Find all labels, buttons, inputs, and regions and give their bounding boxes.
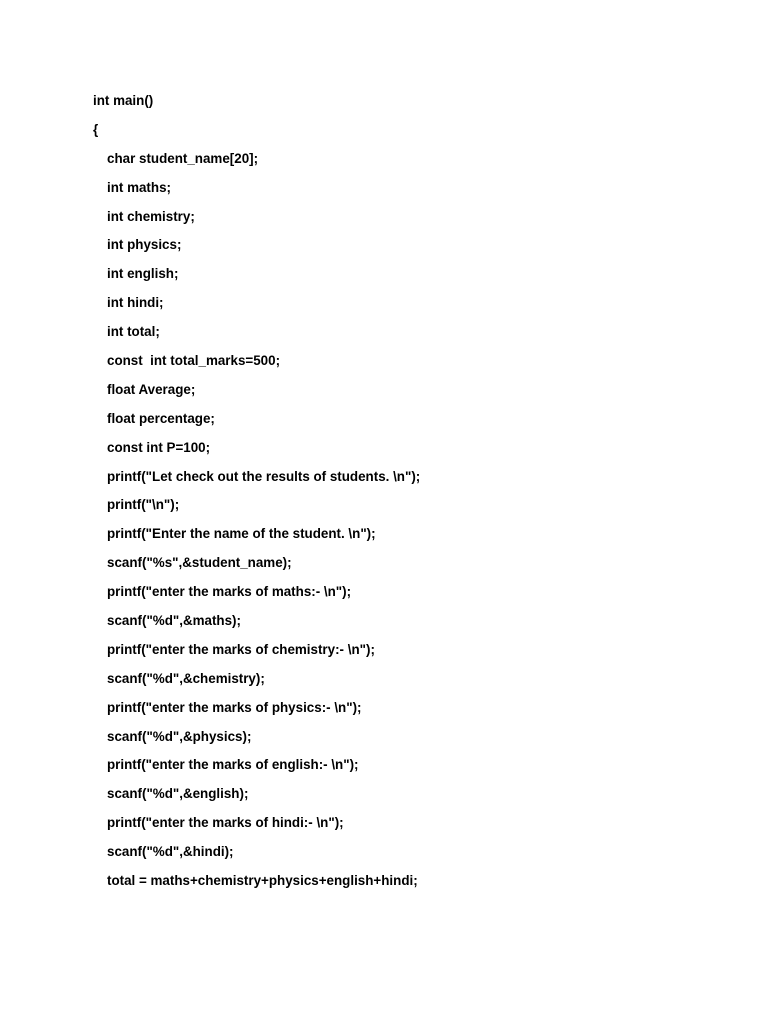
- code-line: char student_name[20];: [107, 150, 259, 166]
- code-line: printf("\n");: [107, 497, 180, 513]
- code-line: float percentage;: [107, 410, 215, 426]
- code-line: const int P=100;: [107, 439, 211, 455]
- code-line: scanf("%d",&english);: [107, 786, 249, 802]
- code-line: scanf("%d",&maths);: [107, 613, 241, 629]
- code-line: printf("enter the marks of physics:- \n");: [107, 699, 362, 715]
- code-line: float Average;: [107, 381, 196, 397]
- code-line: int physics;: [107, 237, 182, 253]
- code-line: scanf("%d",&physics);: [107, 728, 252, 744]
- code-line: int maths;: [107, 179, 171, 195]
- code-line: scanf("%d",&hindi);: [107, 844, 234, 860]
- code-line: printf("enter the marks of chemistry:- \n");: [107, 641, 375, 657]
- code-line: {: [93, 121, 99, 137]
- code-line: printf("enter the marks of hindi:- \n");: [107, 815, 344, 831]
- code-line: total = maths+chemistry+physics+english+hindi;: [107, 873, 418, 889]
- code-line: int hindi;: [107, 295, 164, 311]
- code-line: int chemistry;: [107, 208, 195, 224]
- code-line: const int total_marks=500;: [107, 353, 281, 369]
- code-line: printf("enter the marks of english:- \n");: [107, 757, 359, 773]
- code-block: [93, 87, 420, 896]
- code-line: scanf("%d",&chemistry);: [107, 670, 265, 686]
- code-line: int main(): [93, 93, 154, 108]
- code-line: int total;: [107, 324, 160, 340]
- code-line: scanf("%s",&student_name);: [107, 555, 292, 571]
- code-line: printf("Enter the name of the student. \n");: [107, 526, 376, 542]
- code-line: printf("enter the marks of maths:- \n");: [107, 584, 352, 600]
- code-line: int english;: [107, 266, 179, 282]
- code-line: printf("Let check out the results of students. \n");: [107, 468, 421, 484]
